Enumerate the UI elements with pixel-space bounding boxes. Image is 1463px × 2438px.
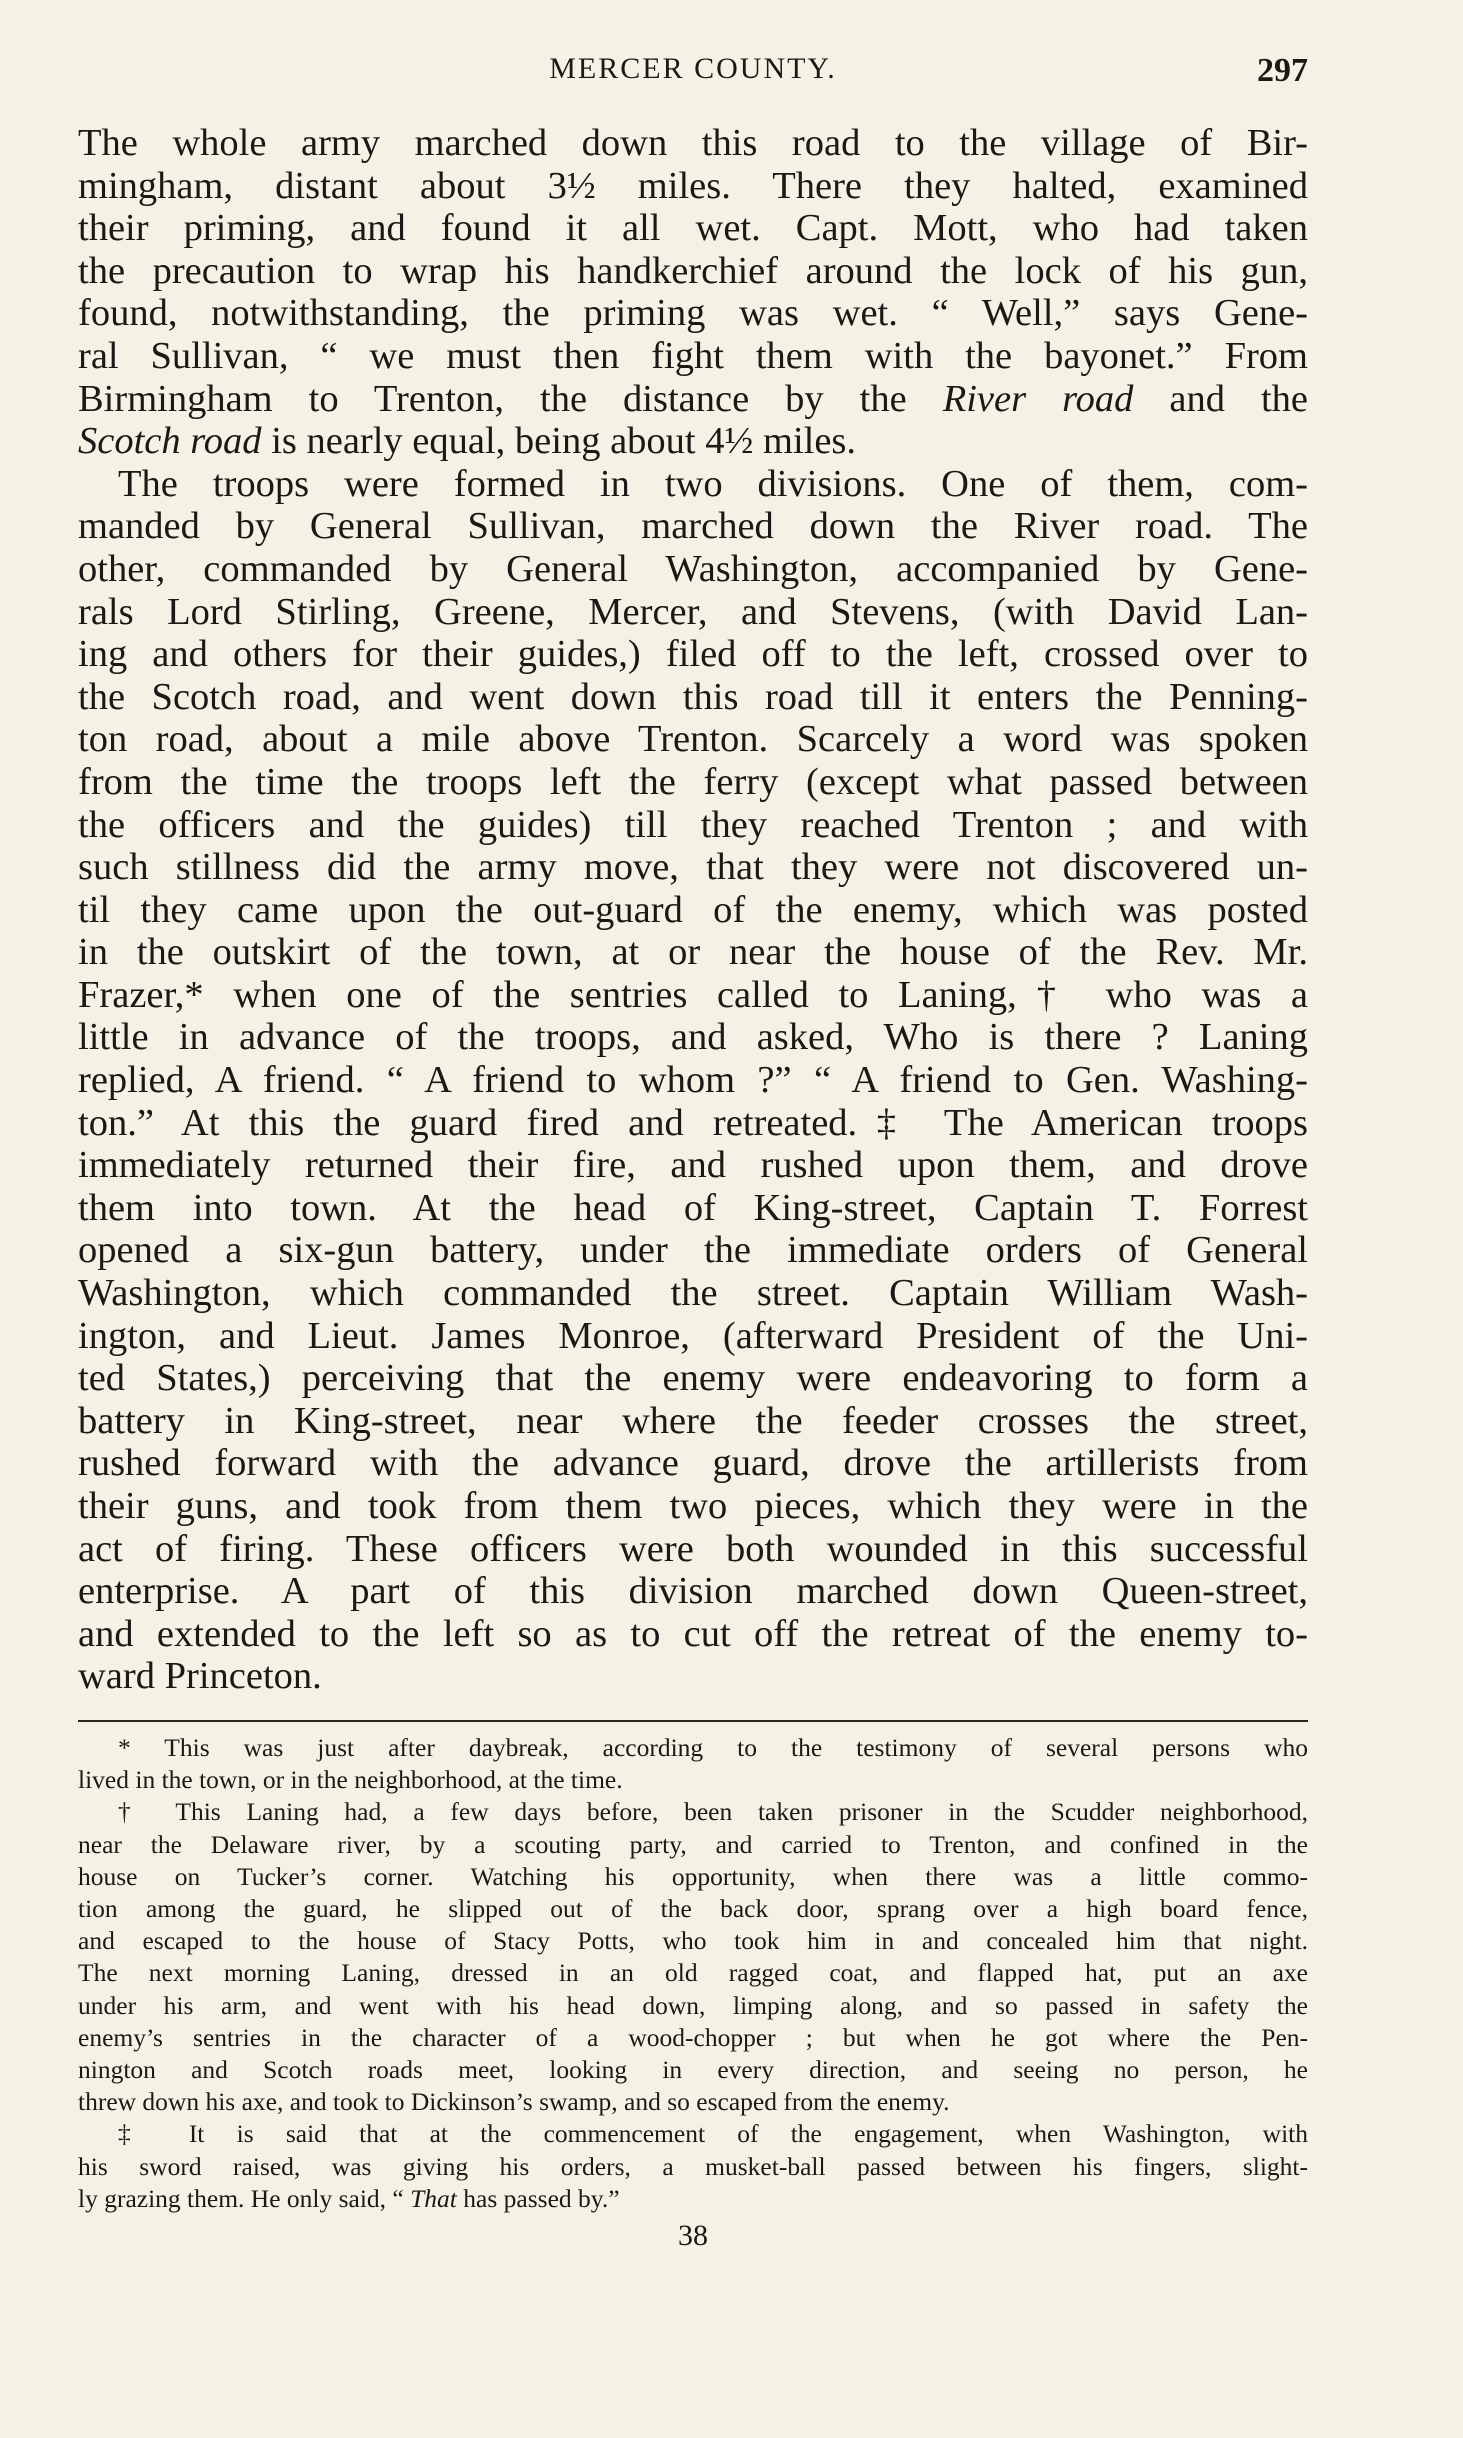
text-line: and extended to the left so as to cut off the retreat of the enemy to- [78, 1612, 1308, 1655]
text-segment: and the [1169, 377, 1309, 420]
footnote-line: under his arm, and went with his head down, limping along, and so passed in safety the [78, 1990, 1308, 2020]
text-line: opened a six-gun battery, under the immediate orders of General [78, 1229, 1308, 1272]
body-text [78, 122, 1308, 1698]
italic-road-name: Scotch road [78, 420, 262, 463]
running-title: MERCER COUNTY. [549, 52, 837, 85]
paragraph-1 [78, 122, 1308, 463]
text-line: Frazer,* when one of the sentries called to Laning,† who was a [78, 973, 1308, 1016]
footnote-line: near the Delaware river, by a scouting party, and carried to Trenton, and confined in the [78, 1829, 1308, 1859]
footnote-line: nington and Scotch roads meet, looking in every direction, and seeing no person, he [78, 2055, 1308, 2084]
signature-mark: 38 [678, 2219, 708, 2253]
text-segment: ly grazing them. He only said, “ [78, 2183, 404, 2213]
text-line: replied, A friend. “ A friend to whom ?” “ A friend to Gen. Washing- [78, 1059, 1308, 1102]
text-line [78, 420, 1308, 463]
footnote-line: enemy’s sentries in the character of a wood-chopper ; but when he got where the Pen- [78, 2022, 1308, 2052]
footnote-line: ‡ It is said that at the commencement of the engagement, when Washington, with [118, 2119, 1308, 2149]
text-line: manded by General Sullivan, marched down the River road. The [78, 505, 1308, 548]
footnote-double-dagger [78, 2118, 1308, 2215]
text-line: the Scotch road, and went down this road till it enters the Penning- [78, 675, 1308, 718]
text-line: enterprise. A part of this division marched down Queen-street, [78, 1570, 1308, 1613]
running-head [78, 48, 1308, 108]
text-line: found, notwithstanding, the priming was wet. “ Well,” says Gene- [78, 292, 1308, 335]
italic-road-name: River road [942, 377, 1134, 420]
text-line: battery in King-street, near where the feeder crosses the street, [78, 1399, 1308, 1442]
text-segment: is nearly equal, being about 4½ miles. [271, 420, 857, 463]
italic-word: That [410, 2183, 457, 2213]
text-line: act of firing. These officers were both wounded in this successful [78, 1527, 1308, 1570]
footnote-line: † This Laning had, a few days before, been taken prisoner in the Scudder neighborhood, [118, 1797, 1308, 1827]
text-line: the officers and the guides) till they reached Trenton ; and with [78, 803, 1308, 846]
footnote-line: tion among the guard, he slipped out of the back door, sprang over a high board fence, [78, 1893, 1308, 1923]
text-line: their priming, and found it all wet. Capt. Mott, who had taken [78, 207, 1308, 250]
footnote-dagger [78, 1796, 1308, 2118]
text-line: them into town. At the head of King-street, Captain T. Forrest [78, 1186, 1308, 1229]
text-line: other, commanded by General Washington, accompanied by Gene- [78, 547, 1308, 590]
text-line [78, 378, 1308, 421]
text-line: The troops were formed in two divisions. One of them, com- [118, 462, 1308, 505]
text-line: ton.” At this the guard fired and retreated.‡ The American troops [78, 1101, 1308, 1144]
footnotes [78, 1732, 1308, 2215]
footnote-line: threw down his axe, and took to Dickinson’s swamp, and so escaped from the enemy. [78, 2087, 950, 2117]
footnote-line: lived in the town, or in the neighborhood, at the time. [78, 1765, 623, 1795]
footnote-line: * This was just after daybreak, according to the testimony of several persons who [118, 1732, 1308, 1762]
footnote-line: and escaped to the house of Stacy Potts, who took him in and concealed him that night. [78, 1926, 1308, 1956]
text-line: ton road, about a mile above Trenton. Scarcely a word was spoken [78, 718, 1308, 761]
paragraph-2 [78, 463, 1308, 1698]
page-number: 297 [1257, 52, 1308, 89]
text-line: ral Sullivan, “ we must then fight them with the bayonet.” From [78, 334, 1308, 377]
page [78, 48, 1308, 2253]
text-line: rals Lord Stirling, Greene, Mercer, and Stevens, (with David Lan- [78, 590, 1308, 633]
text-line: til they came upon the out-guard of the enemy, which was posted [78, 888, 1308, 931]
footnote-asterisk [78, 1732, 1308, 1796]
text-line: mingham, distant about 3½ miles. There they halted, examined [78, 164, 1308, 207]
text-line: The whole army marched down this road to the village of Bir- [78, 122, 1308, 164]
text-line: immediately returned their fire, and rushed upon them, and drove [78, 1144, 1308, 1187]
footnote-line: The next morning Laning, dressed in an old ragged coat, and flapped hat, put an axe [78, 1958, 1308, 1988]
footnote-line [78, 2183, 1308, 2215]
footnote-divider [78, 1720, 1308, 1722]
text-line: rushed forward with the advance guard, drove the artillerists from [78, 1442, 1308, 1485]
text-line: Washington, which commanded the street. Captain William Wash- [78, 1272, 1308, 1315]
text-line: little in advance of the troops, and asked, Who is there ? Laning [78, 1016, 1308, 1059]
text-line: such stillness did the army move, that they were not discovered un- [78, 846, 1308, 889]
footnote-line: his sword raised, was giving his orders, a musket-ball passed between his fingers, slight- [78, 2151, 1308, 2181]
text-line: the precaution to wrap his handkerchief around the lock of his gun, [78, 249, 1308, 292]
footnote-line: house on Tucker’s corner. Watching his opportunity, when there was a little commo- [78, 1861, 1308, 1891]
text-line: from the time the troops left the ferry (except what passed between [78, 760, 1308, 803]
text-line: ted States,) perceiving that the enemy were endeavoring to form a [78, 1357, 1308, 1400]
text-line: ington, and Lieut. James Monroe, (afterward President of the Uni- [78, 1314, 1308, 1357]
text-line: their guns, and took from them two pieces, which they were in the [78, 1485, 1308, 1527]
text-segment: Birmingham to Trenton, the distance by the [78, 377, 907, 420]
text-line: ward Princeton. [78, 1655, 322, 1698]
text-line: in the outskirt of the town, at or near the house of the Rev. Mr. [78, 931, 1308, 974]
text-line: ing and others for their guides,) filed off to the left, crossed over to [78, 633, 1308, 676]
text-segment: has passed by.” [463, 2183, 620, 2213]
